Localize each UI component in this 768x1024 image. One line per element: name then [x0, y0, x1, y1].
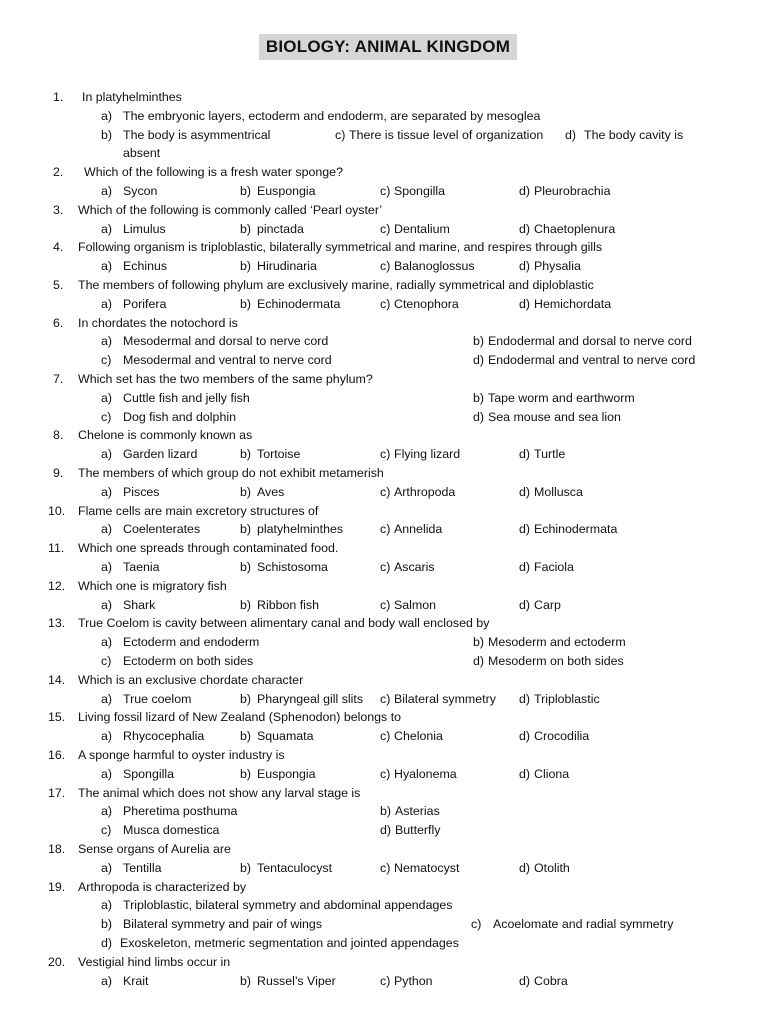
option-label: d)	[519, 766, 531, 781]
option-label: d)	[519, 447, 531, 462]
question-text: The members of following phylum are exclusively marine, radially symmetrical and diploblastic	[78, 278, 594, 292]
option-text: Carp	[534, 597, 561, 612]
option-text: Musca domestica	[123, 823, 220, 838]
option-text: Porifera	[123, 296, 167, 311]
question-text: Which of the following is commonly called ‘Pearl oyster’	[78, 202, 383, 217]
option-text: Pisces	[123, 484, 160, 499]
answer-option	[380, 445, 460, 463]
option-label: c)	[380, 729, 391, 744]
option-label: a)	[101, 184, 113, 198]
answer-option	[240, 445, 300, 463]
question-text: Which of the following is a fresh water sponge?	[84, 165, 343, 180]
answer-option	[240, 727, 313, 745]
option-label: d)	[473, 353, 485, 368]
question-text: In chordates the notochord is	[78, 315, 238, 330]
option-label: b)	[240, 221, 252, 236]
answer-option	[240, 182, 316, 200]
option-label: a)	[101, 729, 113, 744]
option-text: Triploblastic, bilateral symmetry and abdominal appendages	[123, 898, 453, 913]
option-label: a)	[101, 296, 113, 311]
option-label: a)	[101, 390, 113, 405]
answer-option	[380, 520, 442, 538]
option-text: Bilateral symmetry	[394, 691, 496, 706]
option-label: d)	[519, 560, 531, 574]
option-text: Hirudinaria	[257, 259, 317, 274]
option-text: Schistosoma	[257, 560, 328, 574]
answer-option	[473, 389, 635, 407]
option-label: a)	[101, 691, 113, 706]
answer-option	[101, 690, 191, 708]
option-label: a)	[101, 804, 113, 819]
option-label: a)	[101, 221, 113, 236]
answer-option	[240, 520, 343, 538]
question-text: Which one is migratory fish	[78, 578, 227, 593]
question-text: Sense organs of Aurelia are	[78, 842, 231, 856]
option-label: a)	[101, 898, 113, 913]
answer-option	[101, 765, 174, 783]
option-text: Krait	[123, 973, 149, 988]
option-label: c)	[380, 597, 391, 612]
question-number: 15.	[48, 710, 66, 725]
option-text: Euspongia	[257, 766, 316, 781]
option-text: Flying lizard	[394, 447, 461, 462]
option-text: Pleurobrachia	[534, 184, 611, 198]
option-text: Tape worm and earthworm	[488, 390, 635, 405]
option-text: Faciola	[534, 560, 574, 574]
option-text: Salmon	[394, 597, 437, 612]
option-label: b)	[380, 804, 392, 819]
option-text: Garden lizard	[123, 447, 198, 462]
question-number: 19.	[48, 879, 66, 894]
question-number: 12.	[48, 578, 66, 593]
option-text: Echinodermata	[534, 522, 618, 537]
option-text: There is tissue level of organization	[349, 127, 544, 142]
question-text: Flame cells are main excretory structures of	[78, 503, 319, 518]
option-label: c)	[380, 296, 391, 311]
option-label: d)	[519, 296, 531, 311]
option-text: Balanoglossus	[394, 259, 475, 274]
answer-option	[380, 596, 436, 614]
option-text: Arthropoda	[394, 484, 456, 499]
answer-option	[519, 295, 611, 313]
option-label: b)	[240, 184, 252, 198]
answer-option	[101, 896, 452, 914]
option-text: Sycon	[123, 184, 158, 198]
option-label: b)	[240, 560, 252, 574]
answer-option	[101, 915, 322, 933]
option-label: c)	[380, 259, 391, 274]
option-text: The body cavity is	[584, 127, 684, 142]
option-label: d)	[519, 484, 531, 499]
option-text: pinctada	[257, 221, 304, 236]
option-text: Cobra	[534, 973, 568, 988]
option-text: Annelida	[394, 522, 443, 537]
option-label: b)	[240, 447, 252, 462]
option-label: b)	[240, 691, 252, 706]
option-text: Cliona	[534, 766, 570, 781]
option-text: The embryonic layers, ectoderm and endoderm, are separated by mesoglea	[123, 108, 541, 123]
option-label: d)	[519, 597, 531, 612]
option-label: c)	[380, 484, 391, 499]
option-text: Mesodermal and dorsal to nerve cord	[123, 334, 329, 349]
option-label: c)	[380, 522, 391, 537]
answer-option	[519, 972, 568, 990]
answer-option	[519, 727, 589, 745]
answer-option	[519, 182, 610, 200]
option-text: The body is asymmentrical	[123, 127, 271, 142]
answer-option	[519, 483, 583, 501]
answer-option	[240, 765, 316, 783]
option-label: c)	[380, 766, 391, 781]
answer-option	[101, 934, 459, 952]
answer-option	[101, 821, 219, 839]
answer-option	[101, 859, 162, 877]
question-number: 11.	[48, 541, 65, 556]
question-text: Living fossil lizard of New Zealand (Sphenodon) belongs to	[78, 710, 402, 725]
option-text: Taenia	[123, 560, 160, 574]
option-label: c)	[380, 447, 391, 462]
question-text: Vestigial hind limbs occur in	[78, 954, 231, 969]
answer-option	[101, 107, 540, 125]
option-label: b)	[240, 973, 252, 988]
option-text: Russel’s Viper	[257, 973, 336, 988]
question-number: 14.	[48, 672, 66, 687]
question-text: The members of which group do not exhibit metamerish	[78, 466, 384, 480]
answer-option	[101, 520, 200, 538]
option-label: d)	[519, 729, 531, 744]
question-number: 8.	[53, 428, 64, 443]
question-text: Following organism is triploblastic, bilaterally symmetrical and marine, and respires through gills	[78, 240, 603, 255]
answer-option	[380, 972, 433, 990]
option-label: a)	[101, 259, 113, 274]
answer-option	[101, 633, 259, 651]
option-text: Tentilla	[123, 860, 162, 875]
answer-option	[519, 765, 569, 783]
option-text: Tortoise	[257, 447, 301, 462]
option-text: True coelom	[123, 691, 192, 706]
option-label: a)	[101, 334, 113, 349]
answer-option	[473, 351, 695, 369]
option-label: d)	[519, 184, 531, 198]
question-number: 6.	[53, 315, 64, 330]
option-text: Butterfly	[395, 823, 441, 838]
option-text: Chaetoplenura	[534, 221, 616, 236]
option-label: b)	[240, 766, 252, 781]
answer-option	[101, 972, 148, 990]
answer-option	[519, 690, 600, 708]
answer-option	[101, 295, 166, 313]
option-text: Ectoderm and endoderm	[123, 635, 260, 650]
question-number: 17.	[48, 785, 66, 800]
answer-option	[519, 445, 565, 463]
option-text: Bilateral symmetry and pair of wings	[123, 917, 323, 932]
question-text: Chelone is commonly known as	[78, 428, 253, 443]
answer-option	[380, 765, 457, 783]
option-text: Mesodermal and ventral to nerve cord	[123, 353, 332, 368]
answer-option	[380, 802, 440, 820]
option-text: Endodermal and dorsal to nerve cord	[488, 334, 692, 349]
option-text: Hemichordata	[534, 296, 612, 311]
option-label: c)	[101, 823, 112, 838]
question-number: 18.	[48, 842, 66, 856]
question-number: 10.	[48, 503, 66, 518]
option-label: c)	[380, 973, 391, 988]
question-text: Which one spreads through contaminated food.	[78, 541, 339, 556]
option-text: Hyalonema	[394, 766, 457, 781]
answer-option	[101, 144, 160, 162]
option-label: a)	[101, 860, 113, 875]
answer-option	[240, 483, 284, 501]
option-label: a)	[101, 597, 113, 612]
option-label: d)	[519, 691, 531, 706]
answer-option	[101, 182, 157, 200]
option-label: a)	[101, 108, 113, 123]
answer-option	[101, 257, 167, 275]
option-label: d)	[519, 522, 531, 537]
option-text: Python	[394, 973, 433, 988]
option-text: Turtle	[534, 447, 566, 462]
option-text: Ascaris	[394, 560, 435, 574]
option-text: Ctenophora	[394, 296, 459, 311]
answer-option	[240, 972, 336, 990]
option-label: c)	[471, 917, 482, 932]
option-label: d)	[519, 259, 531, 274]
option-text: Echinus	[123, 259, 168, 274]
option-label: c)	[380, 560, 391, 574]
answer-option	[473, 408, 621, 426]
answer-option	[335, 126, 543, 144]
answer-option	[101, 596, 155, 614]
option-label: d)	[565, 127, 577, 142]
answer-option	[519, 596, 561, 614]
answer-option	[240, 690, 363, 708]
option-text: Ribbon fish	[257, 597, 319, 612]
answer-option	[519, 558, 574, 576]
option-label: c)	[380, 184, 391, 198]
option-label: c)	[380, 860, 391, 875]
answer-option	[380, 558, 435, 576]
option-label: d)	[519, 221, 531, 236]
option-label: b)	[240, 729, 252, 744]
answer-option	[380, 220, 450, 238]
answer-option	[101, 408, 236, 426]
answer-option	[380, 859, 459, 877]
option-label: c)	[101, 353, 112, 368]
answer-option	[240, 257, 317, 275]
option-text: Triploblastic	[534, 691, 600, 706]
option-text: Dentalium	[394, 221, 450, 236]
option-text: Pharyngeal gill slits	[257, 691, 364, 706]
option-text: Coelenterates	[123, 522, 201, 537]
question-number: 16.	[48, 748, 66, 762]
answer-option	[240, 295, 340, 313]
answer-option	[101, 652, 253, 670]
option-text: Squamata	[257, 729, 314, 744]
option-text: Nematocyst	[394, 860, 460, 875]
option-label: c)	[101, 654, 112, 668]
question-number: 7.	[53, 372, 64, 386]
option-label: d)	[473, 409, 485, 424]
option-label: d)	[473, 654, 485, 668]
answer-option	[101, 389, 250, 407]
answer-option	[380, 182, 445, 200]
question-number: 3.	[53, 202, 64, 217]
option-text: Otolith	[534, 860, 570, 875]
option-text: platyhelminthes	[257, 522, 344, 537]
option-label: a)	[101, 522, 113, 537]
option-text: Aves	[257, 484, 285, 499]
question-number: 20.	[48, 954, 66, 969]
option-text: Euspongia	[257, 184, 316, 198]
answer-option	[240, 596, 319, 614]
option-label: b)	[101, 127, 113, 142]
option-text: Limulus	[123, 221, 166, 236]
option-label: a)	[101, 484, 113, 499]
question-number: 1.	[53, 90, 64, 104]
option-label: d)	[519, 973, 531, 988]
option-label: b)	[473, 334, 485, 349]
question-text: Which is an exclusive chordate character	[78, 672, 304, 687]
answer-option	[565, 126, 683, 144]
option-text: Tentaculocyst	[257, 860, 333, 875]
answer-option	[380, 257, 475, 275]
question-number: 9.	[53, 466, 64, 480]
option-label: a)	[101, 635, 113, 650]
option-label: b)	[473, 635, 485, 650]
option-text: Exoskeleton, metmeric segmentation and jointed appendages	[120, 936, 459, 950]
option-text: Dog fish and dolphin	[123, 409, 236, 424]
question-number: 4.	[53, 240, 64, 255]
question-number: 5.	[53, 278, 64, 292]
question-text: Arthropoda is characterized by	[78, 879, 247, 894]
option-label: d)	[380, 823, 392, 838]
answer-option	[101, 727, 204, 745]
option-text: Rhycocephalia	[123, 729, 205, 744]
answer-option	[519, 257, 581, 275]
question-number: 13.	[48, 616, 66, 631]
option-text: Echinodermata	[257, 296, 341, 311]
answer-option	[380, 727, 443, 745]
option-label: b)	[240, 484, 252, 499]
answer-option	[380, 483, 455, 501]
option-text: Crocodilia	[534, 729, 590, 744]
option-label: d)	[101, 936, 113, 950]
answer-option	[101, 483, 160, 501]
page-title: BIOLOGY: ANIMAL KINGDOM	[259, 34, 517, 60]
option-text: Physalia	[534, 259, 581, 274]
option-label: c)	[380, 221, 391, 236]
answer-option	[101, 126, 270, 144]
option-text: Spongilla	[123, 766, 174, 781]
answer-option	[380, 295, 459, 313]
option-label: c)	[101, 409, 112, 424]
option-label: a)	[101, 766, 113, 781]
option-text: Spongilla	[394, 184, 445, 198]
answer-option	[380, 690, 496, 708]
option-text: Ectoderm on both sides	[123, 654, 254, 668]
answer-option	[101, 332, 328, 350]
option-label: b)	[101, 917, 113, 932]
option-label: a)	[101, 560, 113, 574]
answer-option	[519, 859, 570, 877]
answer-option	[240, 220, 304, 238]
option-text: Shark	[123, 597, 156, 612]
question-text: Which set has the two members of the same phylum?	[78, 372, 373, 386]
option-text: absent	[123, 146, 161, 161]
option-label: b)	[240, 860, 252, 875]
answer-option	[101, 351, 332, 369]
option-label: a)	[101, 973, 113, 988]
option-label: c)	[380, 691, 391, 706]
option-label: d)	[519, 860, 531, 875]
option-label: b)	[473, 390, 485, 405]
option-text: Chelonia	[394, 729, 443, 744]
option-label: a)	[101, 447, 113, 462]
option-label: c)	[335, 127, 346, 142]
answer-option	[519, 220, 615, 238]
answer-option	[473, 652, 624, 670]
option-text: Acoelomate and radial symmetry	[493, 917, 674, 932]
answer-option	[101, 220, 166, 238]
question-text: A sponge harmful to oyster industry is	[78, 748, 285, 762]
option-label: b)	[240, 296, 252, 311]
question-text: In platyhelminthes	[82, 90, 182, 104]
option-text: Mesoderm on both sides	[488, 654, 624, 668]
option-text: Cuttle fish and jelly fish	[123, 390, 250, 405]
answer-option	[471, 915, 673, 933]
option-text: Mollusca	[534, 484, 583, 499]
question-text: The animal which does not show any larval stage is	[78, 785, 361, 800]
answer-option	[240, 558, 328, 576]
question-number: 2.	[53, 165, 64, 180]
option-text: Pheretima posthuma	[123, 804, 238, 819]
option-label: b)	[240, 259, 252, 274]
option-label: b)	[240, 522, 252, 537]
question-text: True Coelom is cavity between alimentary canal and body wall enclosed by	[78, 616, 490, 631]
option-text: Sea mouse and sea lion	[488, 409, 621, 424]
answer-option	[101, 558, 160, 576]
option-text: Asterias	[395, 804, 440, 819]
option-label: b)	[240, 597, 252, 612]
answer-option	[101, 802, 237, 820]
answer-option	[101, 445, 197, 463]
option-text: Mesoderm and ectoderm	[488, 635, 626, 650]
answer-option	[473, 332, 692, 350]
option-text: Endodermal and ventral to nerve cord	[488, 353, 696, 368]
answer-option	[380, 821, 440, 839]
answer-option	[519, 520, 617, 538]
answer-option	[240, 859, 332, 877]
answer-option	[473, 633, 626, 651]
